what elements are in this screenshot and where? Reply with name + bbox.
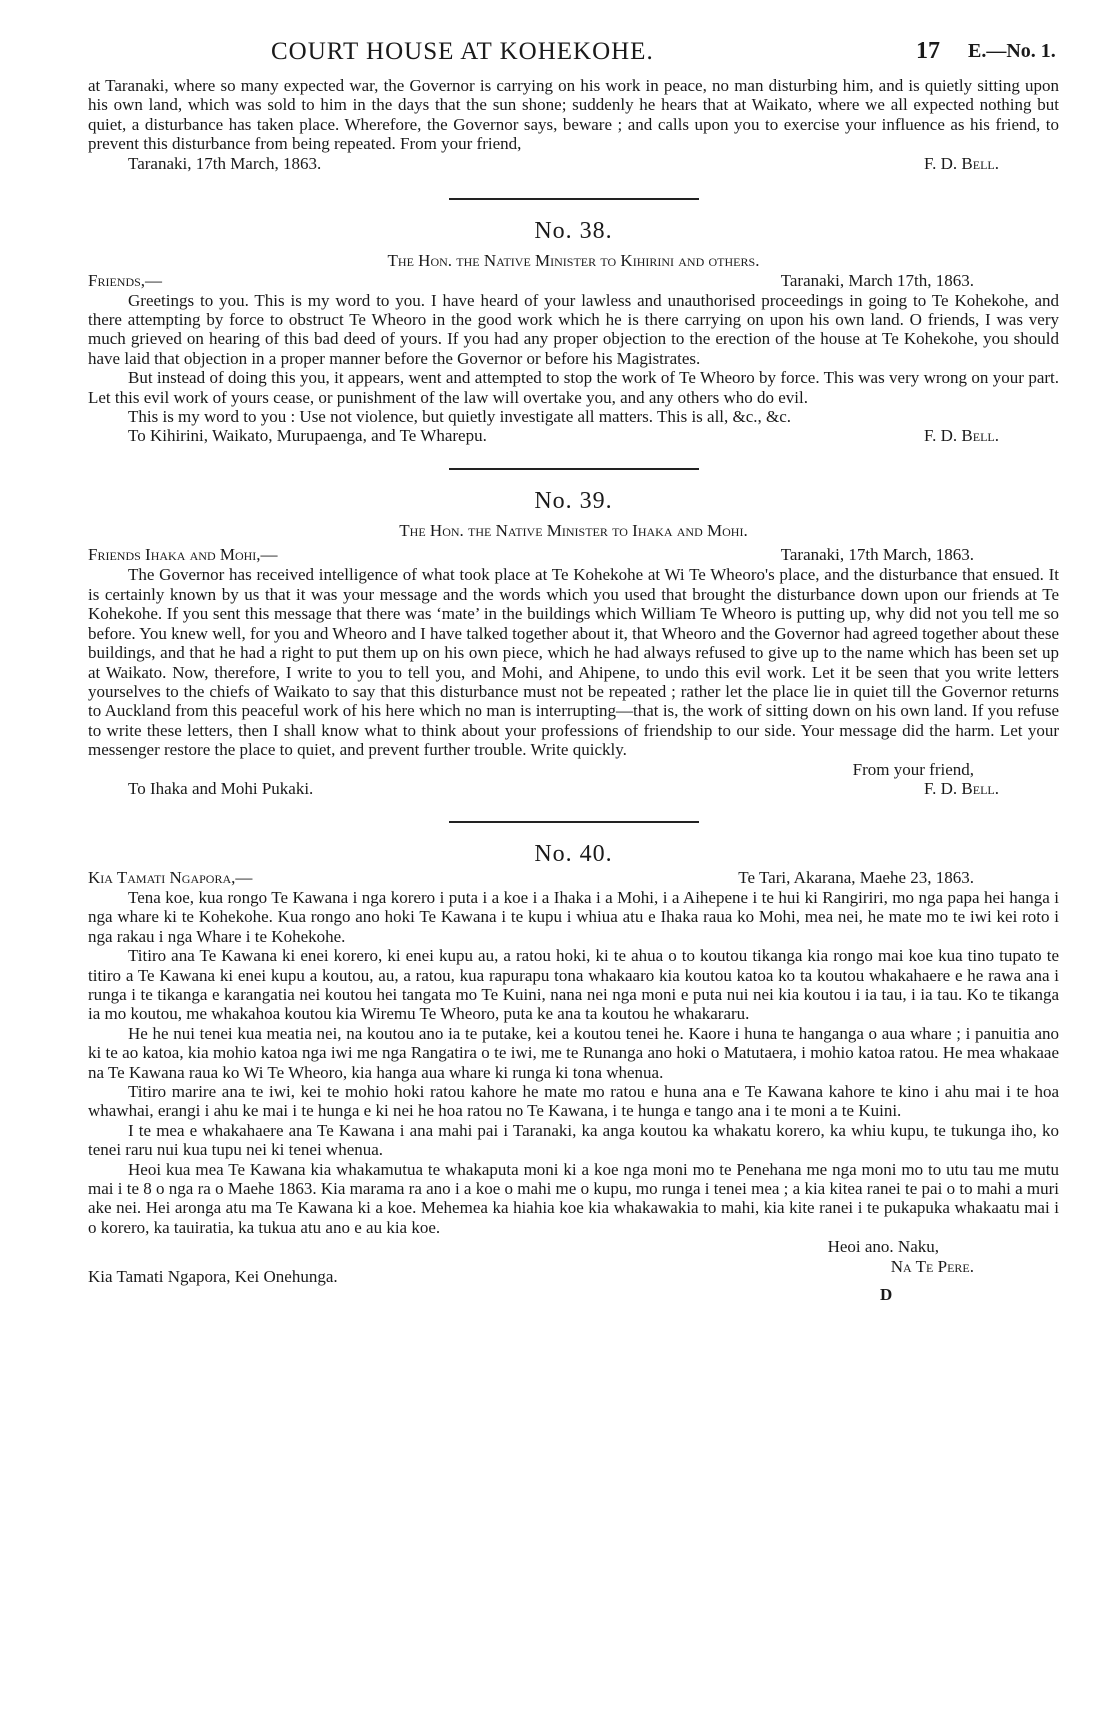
- letter-number: No. 39.: [534, 488, 613, 515]
- letter-paragraph: But instead of doing this you, it appears, went and attempted to stop the work of Te Wheoro by force. This was very wrong on your part. Let this evil work of yours cease, or punishment of the law will overtake you, and any others who do evil.: [88, 368, 1059, 407]
- letter-title: The Hon. the Native Minister to Kihirini and others.: [387, 250, 760, 270]
- letter-paragraph: Heoi kua mea Te Kawana kia whakamutua te whakaputa moni ki a koe nga moni mo te Penehana me nga moni mo to utu tau me mutu mai i te 8 o nga ra o Maehe 1863. Kia marama ra ano i a koe o mahi me o kupu, mo runga i tenei mea ; a kia kitea ranei te pai o to mahi a muri ake nei. Hei aronga atu ma Te Kawana ki a koe. Mehemea ka hiahia koe kia whakawakia to mahi, kia kite ranei i te pukapuka whakaatu mai i o korero, ka tauiratia, ka tukua atu ano e au kia koe.: [88, 1159, 1059, 1237]
- letter-40: [88, 841, 1059, 1303]
- continuation-section: [88, 76, 1059, 174]
- place-date: Te Tari, Akarana, Maehe 23, 1863.: [738, 867, 974, 887]
- letter-paragraph: This is my word to you : Use not violence, but quietly investigate all matters. This is all, &c., &c.: [128, 407, 792, 427]
- sign-row: [88, 426, 1059, 446]
- place-date: Taranaki, 17th March, 1863.: [780, 545, 974, 565]
- letter-38: [88, 218, 1059, 447]
- letter-paragraph: The Governor has received intelligence of what took place at Te Kohekohe at Wi Te Wheoro's place, and the disturbance that ensued. It is certainly known by us that it was your message and the words which you used that brought the disturbance down upon our friends at Te Kohekohe. If you sent this message that there was ‘mate’ in the buildings which William Te Wheoro is putting up, why did not you tell me so before. You knew well, for you and Wheoro and I have talked together about it, that Wheoro and the Governor had agreed together about these buildings, and that he had a right to put them up on his own piece, which he had always refused to give up to the name which has been set up at Waikato. Now, therefore, I write to you to tell you, and Mohi, and Ahipene, to undo this evil work. Let it be seen that you write letters yourselves to the chiefs of Waikato to say that this disturbance must not be repeated ; rather let the place lie in quiet till the Governor returns to Auckland from this peaceful work of his here which no man is interrupting—that is, the work of sitting down on his own land. If you refuse to write these letters, then I shall know what to think about your professions of friendship to our side. Your message did the harm. Let your messenger restore the place to quiet, and prevent further trouble. Write quickly.: [88, 565, 1059, 760]
- paper-reference: E.—No. 1.: [968, 40, 1056, 62]
- salutation: Friends Ihaka and Mohi,—: [88, 545, 278, 565]
- sign-row: [88, 779, 1059, 799]
- letter-number: No. 38.: [534, 217, 613, 244]
- signature-mark: D: [880, 1284, 893, 1304]
- closing: From your friend,: [852, 759, 974, 779]
- salutation-row: [88, 545, 1059, 565]
- footer-row: [88, 1279, 1059, 1303]
- closing: Heoi ano. Naku,: [827, 1237, 939, 1257]
- continuation-signature: F. D. Bell.: [924, 153, 999, 173]
- letter-paragraph: Titiro marire ana te iwi, kei te mohio hoki ratou kahore he mate mo ratou e huna ana e Te Kawana kahore te kino i ahu mai i te hoa whawhai, erangi i ahu ke mai i te hunga e ki nei he hoa ratou no Te Kawana, i te hunga e tango ana i te moni a te Kuini.: [88, 1082, 1059, 1121]
- continuation-place-date: Taranaki, 17th March, 1863.: [128, 153, 322, 173]
- letter-title: The Hon. the Native Minister to Ihaka and Mohi.: [399, 521, 748, 541]
- addressee: Kia Tamati Ngapora, Kei Onehunga.: [88, 1266, 338, 1286]
- letter-paragraph: Tena koe, kua rongo Te Kawana i nga korero i puta i a koe i a Ihaka i a Mohi, i a Aihepene i te hui ki Rangiriri, mo nga papa hei hanga i nga whare ki te Kohekohe. Kua rongo ano hoki Te Kawana i te kupu i whiua atu e Ihaka raua ko Mohi, mea nei, he mate mo te iwi kei roto i nga rakau i nga Whare i te Kohekohe.: [88, 887, 1059, 946]
- letter-paragraph: He he nui tenei kua meatia nei, na koutou ano ia te putake, kei a koutou tenei he. Kaore i huna te hanganga o aua whare ; i panuitia ano ki te ao katoa, kia mohio katoa nga iwi me nga Rangatira o te iwi, me te Runanga ano hoki o Matutaera, i mohio katoa ratou. He mea whakaae na Te Kawana raua ko Wi Te Wheoro, kia hanga aua whare ki runga ki tona whenua.: [88, 1023, 1059, 1082]
- addressee: To Ihaka and Mohi Pukaki.: [128, 778, 314, 798]
- letter-paragraph: I te mea e whakahaere ana Te Kawana i ana mahi pai i Taranaki, ka anga koutou ka whakatu korero, ka whiu kupu, te tukunga iho, ko tenei raru nui kua tupu nei ki tenei whenua.: [88, 1120, 1059, 1160]
- salutation-row: [88, 271, 1059, 291]
- letter-39: [88, 488, 1059, 798]
- signature: F. D. Bell.: [924, 426, 999, 446]
- continuation-paragraph: at Taranaki, where so many expected war, the Governor is carrying on his work in peace, no man disturbing him, and is quietly sitting upon his own land, which was sold to him in the days that the sun shone; suddenly he hears that at Waikato, where we all expected nothing but quiet, a disturbance has taken place. Wherefore, the Governor says, beware ; and calls upon you to exercise your influence as his friend, to prevent this disturbance from being repeated. From your friend,: [88, 76, 1059, 154]
- letter-paragraph: Greetings to you. This is my word to you. I have heard of your lawless and unauthorised proceedings in going to Te Kohekohe, and there attempting by force to obstruct Te Wheoro in the good work which he is there carrying on upon his own land. O friends, I was very much grieved on hearing of this bad deed of yours. If you had any proper objection to the erection of the house at Te Kohekohe, you should have laid that objection in a proper manner before the Governor or before his Magistrates.: [88, 290, 1059, 368]
- place-date: Taranaki, March 17th, 1863.: [780, 270, 974, 290]
- signature: F. D. Bell.: [924, 778, 999, 798]
- salutation-row: [88, 868, 1059, 888]
- sign-row: [88, 1256, 1059, 1286]
- page-number: 17: [916, 38, 940, 64]
- letter-number: No. 40.: [534, 840, 613, 867]
- continuation-sign-row: [88, 154, 1059, 174]
- salutation: Kia Tamati Ngapora,—: [88, 867, 253, 887]
- addressee: To Kihirini, Waikato, Murupaenga, and Te Wharepu.: [128, 426, 487, 446]
- running-header: [88, 36, 1059, 76]
- letter-paragraph: Titiro ana Te Kawana ki enei korero, ki enei kupu au, a ratou hoki, ki te ahua o to koutou tikanga kia rongo mai koe kua tino tupato te titiro a Te Kawana ki enei kupu a koutou, au, a ratou, kua rapurapu tona whakaaro kia koutou katoa ko ta koutou whakahaere e he rawa ana i runga i te tikanga e karangatia nei koutou hei tangata mo Te Kuini, nana nei nga moni e puta nui nei kia koutou i ia tau, i ia tau. Ko te tikanga ia mo koutou, me whakahoa koutou kia Wiremu Te Wheoro, puta ke ana ta koutou he whakararu.: [88, 946, 1059, 1024]
- running-head-title: COURT HOUSE AT KOHEKOHE.: [271, 38, 654, 65]
- signature: Na Te Pere.: [890, 1256, 974, 1276]
- salutation: Friends,—: [88, 270, 163, 290]
